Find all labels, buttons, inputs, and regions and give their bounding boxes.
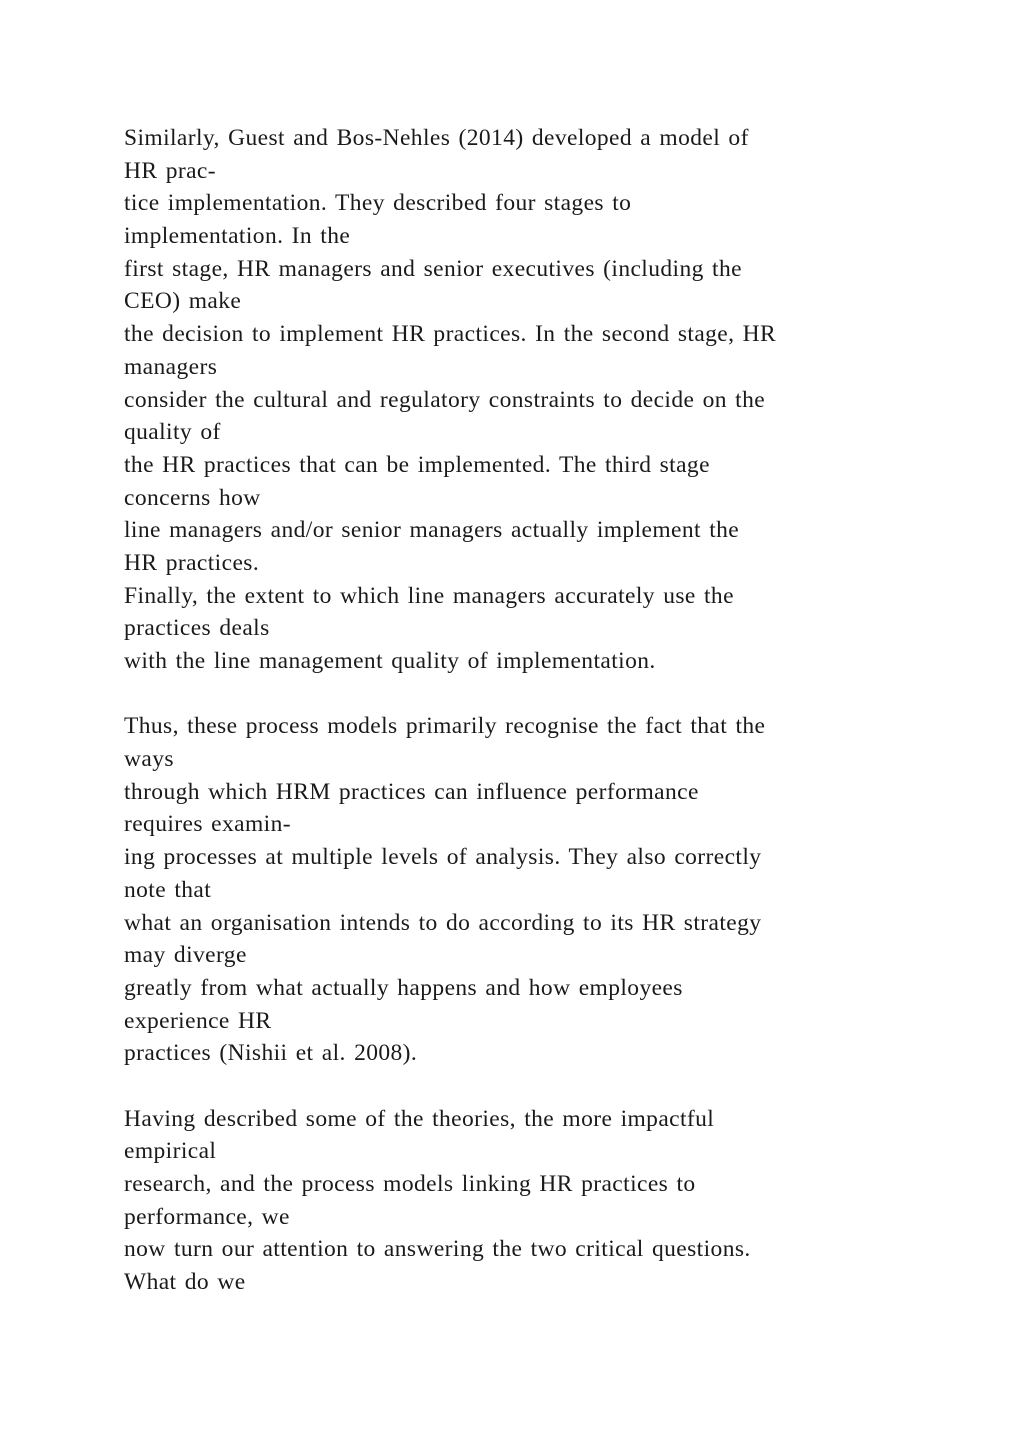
text-line: what an organisation intends to do according to its HR strategy [124,909,762,936]
paragraph-gap [124,678,924,711]
text-line: ways [124,746,174,773]
text-line: note that [124,876,212,903]
text-line: implementation. In the [124,223,351,250]
text-line: Having described some of the theories, the more impactful [124,1105,715,1132]
document-page [124,122,924,1299]
paragraph-gap [124,1070,924,1103]
text-line: with the line management quality of implementation. [124,648,656,674]
text-line: Similarly, Guest and Bos-Nehles (2014) developed a model of [124,125,749,151]
text-line: experience HR [124,1007,272,1034]
text-line: HR practices. [124,549,260,576]
paragraph-2 [124,710,924,1070]
text-line: CEO) make [124,288,242,315]
text-line: concerns how [124,484,261,511]
text-line: Finally, the extent to which line managers accurately use the [124,582,734,609]
paragraph-1 [124,122,924,678]
text-line: now turn our attention to answering the two critical questions. [124,1236,751,1263]
text-line: ing processes at multiple levels of analysis. They also correctly [124,844,762,871]
text-line: practices (Nishii et al. 2008). [124,1040,418,1067]
text-line: performance, we [124,1203,290,1230]
text-line: consider the cultural and regulatory constraints to decide on the [124,386,766,413]
text-line: greatly from what actually happens and how employees [124,974,683,1001]
text-line: may diverge [124,942,247,969]
text-line: the HR practices that can be implemented. The third stage [124,451,710,478]
text-line: What do we [124,1269,246,1296]
text-line: first stage, HR managers and senior executives (including the [124,255,742,282]
text-line: quality of [124,419,221,446]
text-line: practices deals [124,615,270,642]
text-line: Thus, these process models primarily recognise the fact that the [124,713,766,740]
text-line: the decision to implement HR practices. In the second stage, HR [124,321,777,348]
text-line: line managers and/or senior managers actually implement the [124,517,740,544]
text-line: HR prac- [124,157,216,184]
text-line: tice implementation. They described four stages to [124,190,632,217]
text-line: requires examin- [124,811,291,838]
text-line: managers [124,353,218,380]
text-line: empirical [124,1138,217,1165]
paragraph-3 [124,1103,924,1299]
text-line: through which HRM practices can influence performance [124,778,699,805]
text-line: research, and the process models linking HR practices to [124,1171,696,1197]
